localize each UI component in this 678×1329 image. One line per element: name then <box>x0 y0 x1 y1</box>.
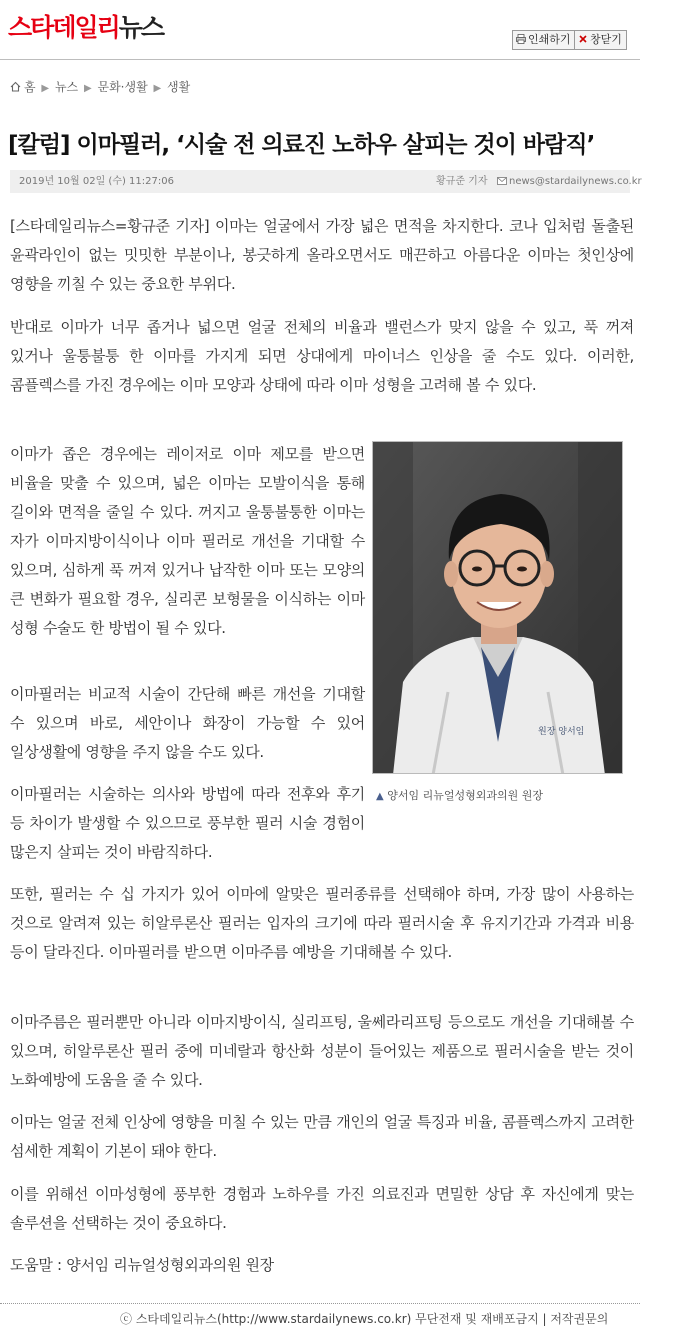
article-date: 2019년 10월 02일 (수) 11:27:06 <box>19 176 174 187</box>
logo-text-news: 뉴스 <box>118 13 164 42</box>
print-label: 인쇄하기 <box>528 33 571 46</box>
article-paragraph: 반대로 이마가 너무 좁거나 넓으면 얼굴 전체의 비율과 밸런스가 맞지 않을 수 있고, 푹 꺼져 있거나 울퉁불퉁 한 이마를 가지게 되면 상대에게 마이너스 인상을 줄 수도 있다. 이러한, 콤플렉스를 가진 경우에는 이마 모양과 상태에 따라 이마 성형을 고려해 볼 수 있다. <box>10 318 634 394</box>
coat-name-text: 원장 양서임 <box>538 727 585 737</box>
triangle-up-icon: ▲ <box>376 791 384 802</box>
doctor-portrait-illustration <box>373 442 623 774</box>
article-paragraph: [스타데일리뉴스=황규준 기자] 이마는 얼굴에서 가장 넓은 면적을 차지한다. 코나 입처럼 돌출된 윤곽라인이 없는 밋밋한 부분이나, 봉긋하게 올라오면서도 매끈하고 아름다운 이마는 첫인상에 영향을 끼칠 수 있는 중요한 부위다. <box>10 217 634 293</box>
article-meta-bar <box>10 170 642 193</box>
logo-text-star: 스타 <box>8 13 53 42</box>
article-paragraph: 이를 위해선 이마성형에 풍부한 경험과 노하우를 가진 의료진과 면밀한 상담 후 자신에게 맞는 솔루션을 선택하는 것이 중요하다. <box>10 1185 634 1232</box>
article-paragraph: 이마는 얼굴 전체 인상에 영향을 미칠 수 있는 만큼 개인의 얼굴 특징과 비율, 콤플렉스까지 고려한 섬세한 계획이 기본이 돼야 한다. <box>10 1113 634 1160</box>
breadcrumb <box>10 78 190 95</box>
chevron-right-icon: ▶ <box>41 83 50 94</box>
footer-copyright: ⓒ 스타데일리뉴스(http://www.stardailynews.co.kr) 무단전재 및 재배포금지 | 저작권문의 <box>120 1312 609 1326</box>
article-paragraph: 이마필러는 비교적 시술이 간단해 빠른 개선을 기대할 수 있으며 바로, 세안이나 화장이 가능할 수 있어 일상생활에 영향을 주지 않을 수도 있다. <box>10 685 365 761</box>
chevron-right-icon: ▶ <box>83 83 92 94</box>
article-paragraph: 도움말 : 양서임 리뉴얼성형외과의원 원장 <box>10 1256 274 1274</box>
site-logo[interactable] <box>8 12 163 44</box>
photo-caption-text: 양서임 리뉴얼성형외과의원 원장 <box>387 789 543 802</box>
article-paragraph: 이마주름은 필러뿐만 아니라 이마지방이식, 실리프팅, 울쎄라리프팅 등으로도 개선을 기대해볼 수 있으며, 히알루론산 필러 중에 미네랄과 항산화 성분이 들어있는 제품으로 필러시술을 받는 것이 노화예방에 도움을 줄 수 있다. <box>10 1013 634 1089</box>
breadcrumb-life[interactable]: 생활 <box>167 80 191 94</box>
photo-caption <box>376 787 543 803</box>
print-button[interactable] <box>512 30 576 50</box>
close-icon <box>578 34 588 44</box>
close-label: 창닫기 <box>590 33 622 46</box>
article-author: 황규준 기자 <box>436 176 488 187</box>
article-photo <box>372 441 623 774</box>
article-title: [칼럼] 이마필러, ‘시술 전 의료진 노하우 살피는 것이 바람직’ <box>8 132 595 158</box>
article-paragraph: 이마필러는 시술하는 의사와 방법에 따라 전후와 후기 등 차이가 발생할 수 있으므로 풍부한 필러 시술 경험이 많은지 살피는 것이 바람직하다. <box>10 785 365 861</box>
logo-text-daily: 데일리 <box>52 13 119 42</box>
mail-icon <box>497 177 507 185</box>
printer-icon <box>516 34 526 44</box>
home-icon <box>10 81 21 92</box>
chevron-right-icon: ▶ <box>153 83 162 94</box>
breadcrumb-news[interactable]: 뉴스 <box>54 80 79 94</box>
close-window-button[interactable] <box>574 30 627 50</box>
page-header <box>0 0 640 60</box>
article-paragraph: 또한, 필러는 수 십 가지가 있어 이마에 알맞은 필러종류를 선택해야 하며, 가장 많이 사용하는 것으로 알려져 있는 히알루론산 필러는 입자의 크기에 따라 필러시술 후 유지기간과 가격과 비용 등이 달라진다. 이마필러를 받으면 이마주름 예방을 기대해볼 수 있다. <box>10 885 634 961</box>
footer-divider <box>0 1303 640 1304</box>
article-email[interactable]: news@stardailynews.co.kr <box>509 176 642 187</box>
breadcrumb-home[interactable]: 홈 <box>24 80 36 94</box>
article-paragraph: 이마가 좁은 경우에는 레이저로 이마 제모를 받으면 비율을 맞출 수 있으며, 넓은 이마는 모발이식을 통해 길이와 면적을 줄일 수 있다. 꺼지고 울퉁불퉁한 이마는 자가 이마지방이식이나 이마 필러로 개선을 기대할 수 있으며, 심하게 푹 꺼져 있거나 납작한 이마 또는 모양의 큰 변화가 필요할 경우, 실리콘 보형물을 이식하는 이마 성형 수술도 한 방법이 될 수 있다. <box>10 445 365 637</box>
breadcrumb-culture-life[interactable]: 문화·생활 <box>97 80 148 94</box>
